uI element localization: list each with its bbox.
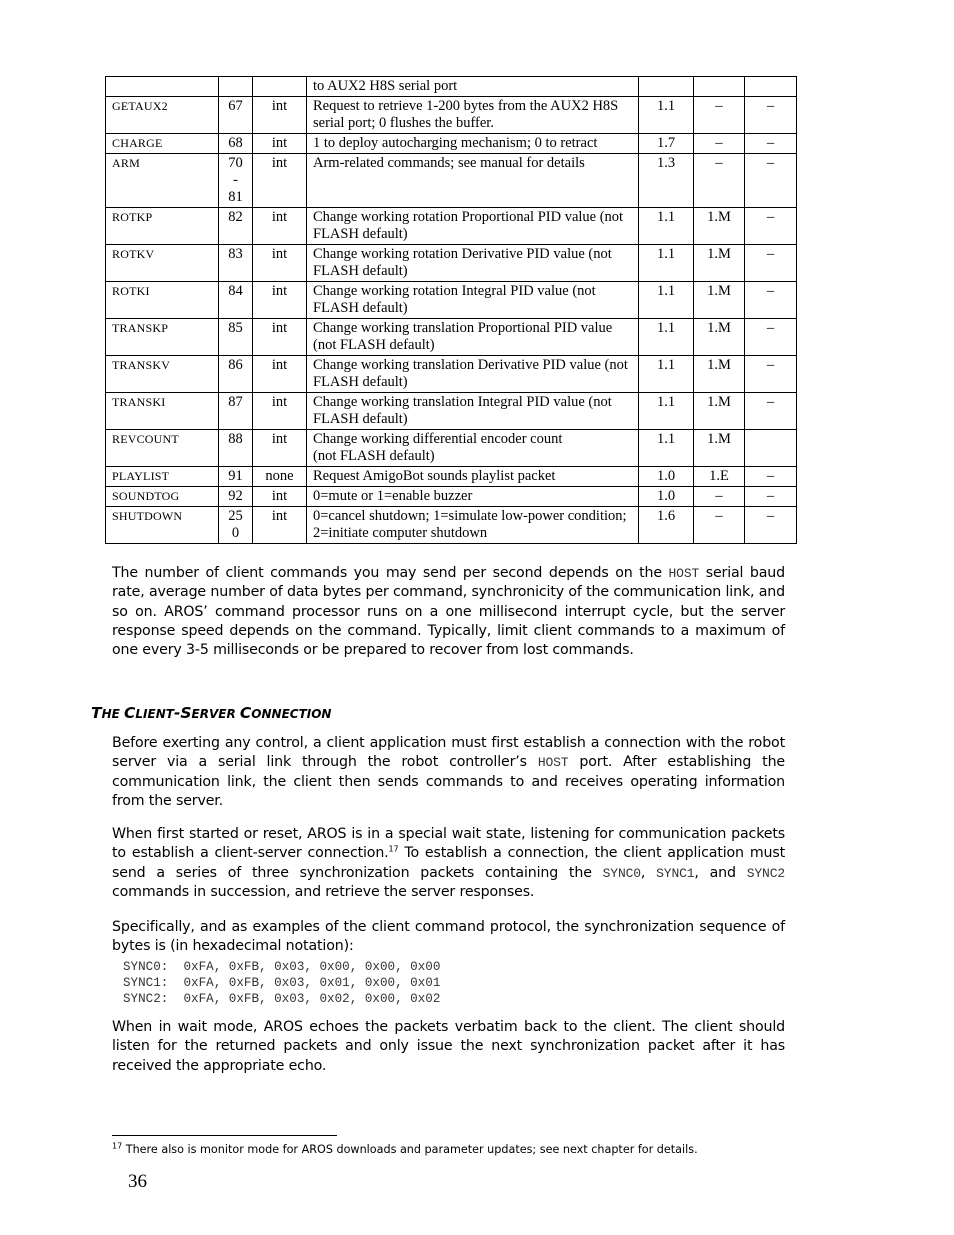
heading-text: LIENT [135,707,174,721]
command-number: 92 [219,487,253,507]
version-column-1 [639,77,694,97]
command-number: 82 [219,208,253,245]
command-description: Change working translation Proportional PID value (not FLASH default) [307,319,639,356]
text: Specifically, and as examples of the client command protocol, the synchronization sequence of bytes is (in hexadecimal notation): [112,919,785,955]
version-column-2 [694,77,745,97]
command-description: Change working rotation Proportional PID value (not FLASH default) [307,208,639,245]
command-number: 83 [219,245,253,282]
table-row [106,282,797,319]
command-description: Arm-related commands; see manual for details [307,154,639,208]
version-column-3: – [745,356,797,393]
command-number: 84 [219,282,253,319]
command-name: CHARGE [106,134,219,154]
command-description: Change working rotation Integral PID value (not FLASH default) [307,282,639,319]
version-column-2: 1.E [694,467,745,487]
command-description: Change working translation Derivative PID value (not FLASH default) [307,356,639,393]
argument-type: int [253,393,307,430]
sync2-term: SYNC2 [746,865,785,881]
version-column-2: 1.M [694,282,745,319]
table-row [106,134,797,154]
sync-code-block [123,959,440,1007]
version-column-3 [745,77,797,97]
table-row [106,356,797,393]
command-number: 86 [219,356,253,393]
version-column-2: 1.M [694,319,745,356]
version-column-1: 1.1 [639,208,694,245]
heading-text: C [124,704,136,722]
argument-type: int [253,282,307,319]
text: port. After establishing the communication link, the client then sends commands to and receives operating information from the server. [112,754,785,809]
paragraph-sync-sequence [112,918,785,957]
table-row [106,467,797,487]
version-column-2: 1.M [694,430,745,467]
command-number: 25 0 [219,507,253,544]
command-number: 70 - 81 [219,154,253,208]
command-description: Change working differential encoder count (not FLASH default) [307,430,639,467]
code-line-sync2: SYNC2: 0xFA, 0xFB, 0x03, 0x02, 0x00, 0x02 [123,992,441,1006]
version-column-1: 1.1 [639,245,694,282]
argument-type: int [253,97,307,134]
version-column-3: – [745,319,797,356]
table-row [106,154,797,208]
heading-text: ERVER [191,707,240,721]
version-column-2: 1.M [694,245,745,282]
version-column-2: 1.M [694,208,745,245]
table-row [106,319,797,356]
version-column-1: 1.1 [639,430,694,467]
command-name: ROTKP [106,208,219,245]
footnote-divider [112,1135,337,1136]
code-line-sync0: SYNC0: 0xFA, 0xFB, 0x03, 0x00, 0x00, 0x00 [123,960,441,974]
argument-type: int [253,430,307,467]
command-name: SOUNDTOG [106,487,219,507]
argument-type: int [253,356,307,393]
version-column-2: 1.M [694,356,745,393]
argument-type: int [253,134,307,154]
commands-table [105,76,797,544]
argument-type: int [253,208,307,245]
text: , and [694,864,747,881]
command-name: ROTKV [106,245,219,282]
command-description: 0=mute or 1=enable buzzer [307,487,639,507]
paragraph-wait-mode [112,1018,785,1076]
heading-text: C [239,704,252,722]
argument-type: int [253,507,307,544]
heading-text: - [173,704,181,722]
command-name: SHUTDOWN [106,507,219,544]
command-name: REVCOUNT [106,430,219,467]
command-name [106,77,219,97]
version-column-3: – [745,134,797,154]
page-number: 36 [128,1171,147,1192]
version-column-2: – [694,134,745,154]
sync0-term: SYNC0 [602,865,641,881]
text: When first started or reset, AROS is in a special wait state, listening for communication packets to establish a client-server connection. [112,826,785,862]
text: commands in succession, and retrieve the server responses. [112,883,535,900]
table-row [106,97,797,134]
command-name: PLAYLIST [106,467,219,487]
table-row [106,507,797,544]
version-column-3: – [745,393,797,430]
heading-text: S [180,704,192,722]
footnote-number: 17 [112,1141,123,1151]
text: The number of client commands you may send per second depends on the [112,565,669,581]
command-name: TRANSKV [106,356,219,393]
version-column-3: – [745,467,797,487]
command-description: 0=cancel shutdown; 1=simulate low-power condition; 2=initiate computer shutdown [307,507,639,544]
version-column-1: 1.0 [639,487,694,507]
version-column-2: 1.M [694,393,745,430]
version-column-1: 1.1 [639,97,694,134]
command-name: ARM [106,154,219,208]
paragraph-command-rate [112,564,785,660]
version-column-2: – [694,507,745,544]
version-column-1: 1.7 [639,134,694,154]
command-description: Change working rotation Derivative PID value (not FLASH default) [307,245,639,282]
command-number: 67 [219,97,253,134]
argument-type: int [253,154,307,208]
argument-type: none [253,467,307,487]
host-port-term: HOST [668,566,700,581]
command-description: Change working translation Integral PID value (not FLASH default) [307,393,639,430]
command-number: 88 [219,430,253,467]
version-column-1: 1.6 [639,507,694,544]
footnote [112,1143,698,1157]
version-column-3: – [745,245,797,282]
command-number: 68 [219,134,253,154]
heading-text: ONNECTION [251,707,332,721]
version-column-2: – [694,487,745,507]
version-column-3: – [745,282,797,319]
command-name: TRANSKI [106,393,219,430]
command-name: GETAUX2 [106,97,219,134]
paragraph-connection-intro [112,734,785,811]
heading-text: T [91,704,102,722]
command-description: to AUX2 H8S serial port [307,77,639,97]
argument-type: int [253,319,307,356]
table-row [106,430,797,467]
version-column-3: – [745,208,797,245]
text: To establish a connection, the client application must send a series of three synchronization packets containing the [112,845,785,881]
version-column-1: 1.1 [639,282,694,319]
command-number [219,77,253,97]
argument-type: int [253,487,307,507]
heading-text: HE [101,707,124,721]
command-number: 91 [219,467,253,487]
command-number: 85 [219,319,253,356]
version-column-3: – [745,97,797,134]
command-description: Request to retrieve 1-200 bytes from the AUX2 H8S serial port; 0 flushes the buffer. [307,97,639,134]
text: serial baud rate, average number of data bytes per command, synchronicity of the communication link, and so on. AROS’ command processor runs on a one millisecond interrupt cycle, but the server response speed depends on the command. Typically, limit client commands to a maximum of one every 3-5 milliseconds or be prepared to recover from lost commands. [112,565,785,659]
footnote-reference[interactable]: 17 [388,844,399,854]
version-column-2: – [694,97,745,134]
text: When in wait mode, AROS echoes the packets verbatim back to the client. The client should listen for the returned packets and only issue the next synchronization packet after it has received the appropriate echo. [112,1019,785,1074]
version-column-3: – [745,487,797,507]
version-column-1: 1.0 [639,467,694,487]
version-column-1: 1.1 [639,319,694,356]
version-column-1: 1.1 [639,393,694,430]
table-row [106,208,797,245]
commands-table-body [106,77,797,544]
footnote-text: There also is monitor mode for AROS downloads and parameter updates; see next chapter for details. [122,1143,698,1156]
code-line-sync1: SYNC1: 0xFA, 0xFB, 0x03, 0x01, 0x00, 0x01 [123,976,441,990]
command-name: TRANSKP [106,319,219,356]
table-row [106,393,797,430]
version-column-1: 1.1 [639,356,694,393]
sync1-term: SYNC1 [656,865,695,881]
version-column-2: – [694,154,745,208]
version-column-3 [745,430,797,467]
table-row [106,77,797,97]
host-port-term: HOST [537,755,569,771]
argument-type [253,77,307,97]
version-column-1: 1.3 [639,154,694,208]
table-row [106,245,797,282]
version-column-3: – [745,154,797,208]
command-name: ROTKI [106,282,219,319]
text: Before exerting any control, a client application must first establish a connection with the robot server via a serial link through the robot controller’s [112,735,785,771]
version-column-3: – [745,507,797,544]
command-number: 87 [219,393,253,430]
text: , [640,864,657,881]
section-heading [91,704,331,723]
command-description: 1 to deploy autocharging mechanism; 0 to retract [307,134,639,154]
command-description: Request AmigoBot sounds playlist packet [307,467,639,487]
argument-type: int [253,245,307,282]
table-row [106,487,797,507]
paragraph-wait-state [112,825,785,902]
